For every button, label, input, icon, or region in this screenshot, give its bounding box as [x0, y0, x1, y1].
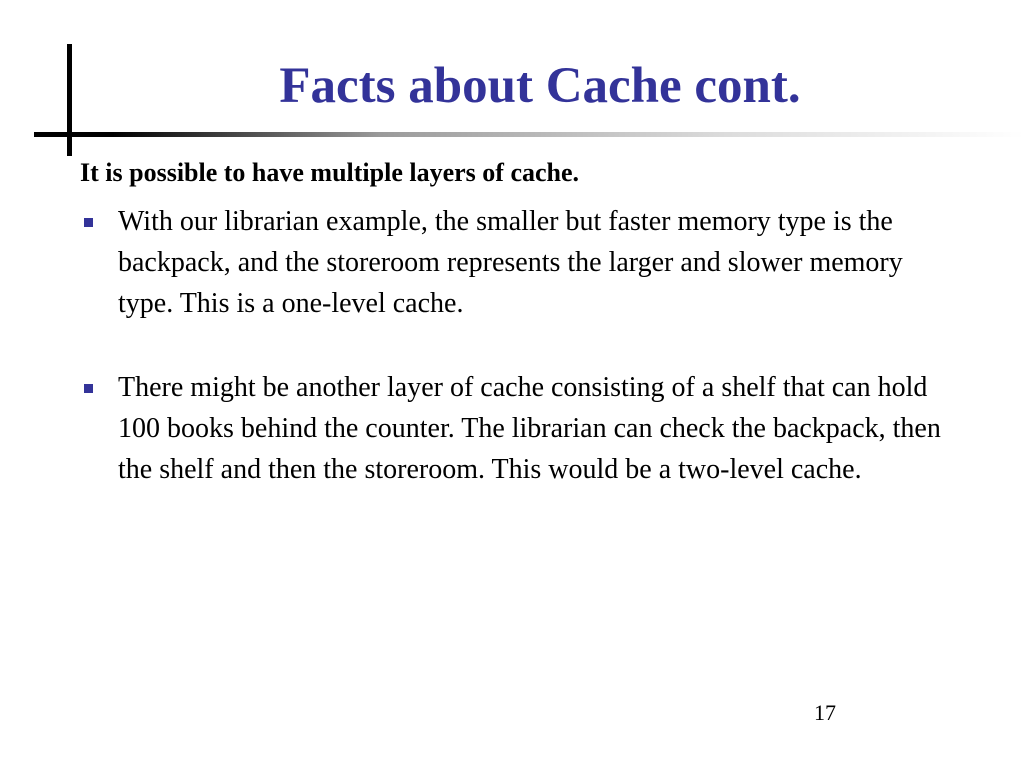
bullet-list: [80, 201, 960, 490]
lead-statement: It is possible to have multiple layers of cache.: [80, 158, 580, 187]
bullet-item: [80, 201, 960, 324]
bullet-item: [80, 367, 960, 490]
slide-title: Facts about Cache cont.: [279, 58, 801, 114]
square-bullet-icon: [84, 218, 93, 227]
slide-body: [80, 155, 960, 533]
square-bullet-icon: [84, 384, 93, 393]
decorative-vertical-line: [67, 44, 72, 156]
decorative-horizontal-line: [34, 132, 1024, 137]
bullet-text: With our librarian example, the smaller but faster memory type is the backpack, and the storeroom represents the larger and slower memory type. This is a one-level cache.: [118, 206, 903, 320]
bullet-text: There might be another layer of cache consisting of a shelf that can hold 100 books behind the counter. The librarian can check the backpack, then the shelf and then the storeroom. This would be a two-level cache.: [118, 372, 941, 486]
page-number: 17: [814, 700, 836, 725]
